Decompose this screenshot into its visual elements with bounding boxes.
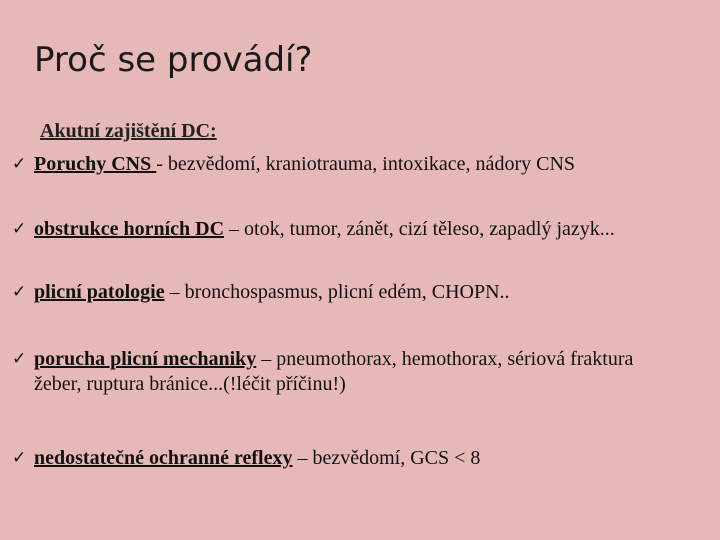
item-description: – otok, tumor, zánět, cizí těleso, zapadlý jazyk... <box>224 218 615 240</box>
item-term: obstrukce horních DC <box>34 218 225 240</box>
checkmark-icon: ✓ <box>12 219 27 239</box>
item-term: plicní patologie <box>34 281 165 303</box>
checkmark-icon: ✓ <box>12 349 27 369</box>
item-term: porucha plicní mechaniky <box>34 348 257 370</box>
slide-title: Proč se provádí? <box>34 40 313 80</box>
item-term: Poruchy CNS <box>34 153 157 175</box>
item-description: – pneumothorax, hemothorax, sériová fraktura žeber, ruptura bránice...(!léčit příčinu!) <box>34 348 634 395</box>
checkmark-icon: ✓ <box>12 154 27 174</box>
item-term: nedostatečné ochranné reflexy <box>34 447 293 469</box>
list-item <box>12 446 672 471</box>
checkmark-icon: ✓ <box>12 282 27 302</box>
item-description: – bronchospasmus, plicní edém, CHOPN.. <box>164 281 510 303</box>
list-item <box>12 217 672 242</box>
list-item <box>12 347 672 397</box>
item-description: – bezvědomí, GCS < 8 <box>292 447 481 469</box>
section-heading: Akutní zajištění DC: <box>40 120 217 142</box>
checkmark-icon: ✓ <box>12 448 27 468</box>
list-item <box>12 280 672 305</box>
item-description: - bezvědomí, kraniotrauma, intoxikace, nádory CNS <box>156 153 576 175</box>
list-item <box>12 152 672 177</box>
